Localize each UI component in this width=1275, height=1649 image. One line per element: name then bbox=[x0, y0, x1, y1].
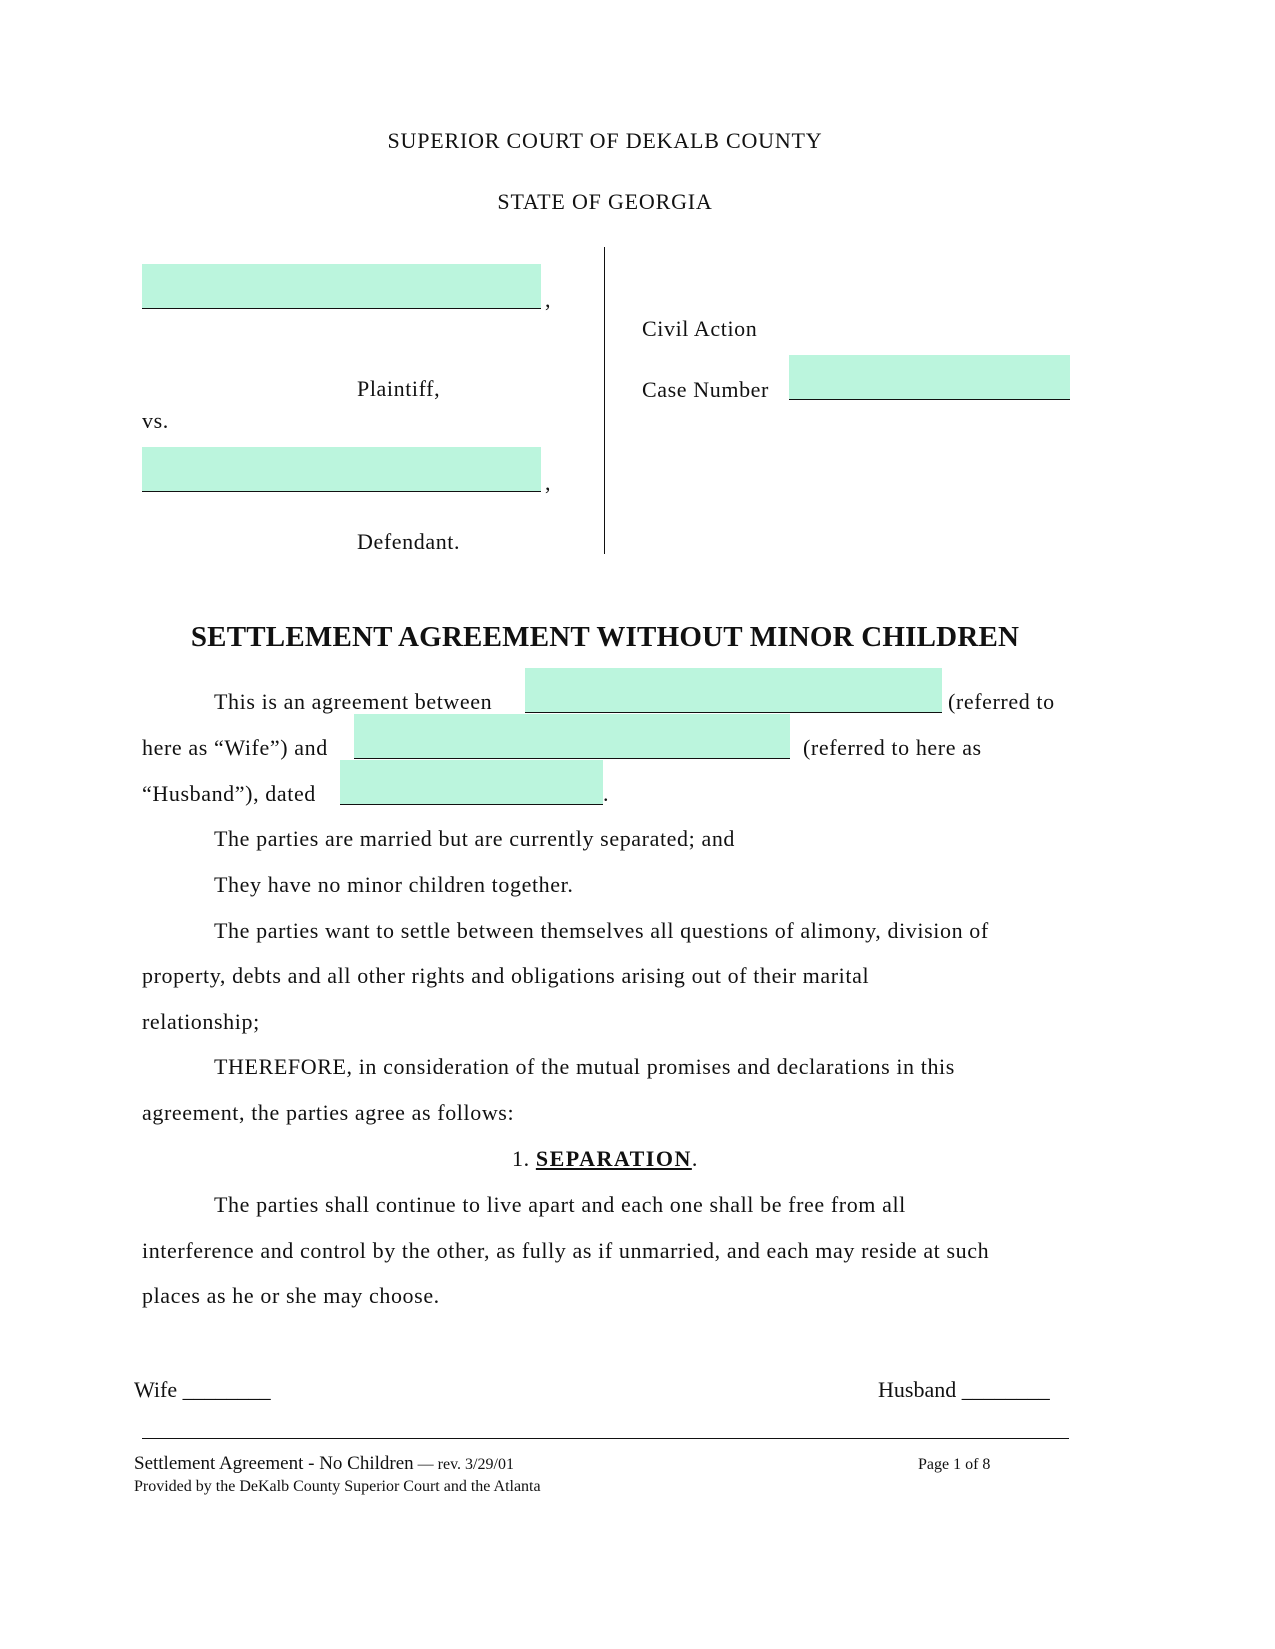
husband-initials-label: Husband bbox=[878, 1377, 957, 1402]
footer-page-number: Page 1 of 8 bbox=[918, 1456, 991, 1473]
intro-line1-suffix: (referred to bbox=[948, 689, 1055, 714]
footer-form-info bbox=[134, 1453, 514, 1475]
footer-form-name: Settlement Agreement - No Children bbox=[134, 1453, 414, 1474]
court-name: SUPERIOR COURT OF DEKALB COUNTY bbox=[387, 128, 823, 153]
section1-number: 1. bbox=[512, 1146, 530, 1171]
agreement-date-underline bbox=[340, 804, 603, 805]
civil-action-label: Civil Action bbox=[642, 316, 758, 341]
section1-line1: The parties shall continue to live apart and each one shall be free from all bbox=[214, 1192, 906, 1217]
caption-divider bbox=[604, 247, 605, 554]
section1-line3: places as he or she may choose. bbox=[142, 1283, 440, 1308]
recital-therefore-line2: agreement, the parties agree as follows: bbox=[142, 1100, 515, 1125]
case-number-field[interactable] bbox=[789, 355, 1070, 400]
section1-line2: interference and control by the other, as fully as if unmarried, and each may reside at such bbox=[142, 1238, 990, 1263]
plaintiff-name-field[interactable] bbox=[142, 264, 541, 309]
plaintiff-comma: , bbox=[545, 287, 552, 312]
wife-name-underline bbox=[525, 712, 942, 713]
footer-provided-by: Provided by the DeKalb County Superior Court and the Atlanta bbox=[134, 1478, 541, 1495]
plaintiff-label: Plaintiff, bbox=[357, 376, 441, 401]
footer-dash: — bbox=[417, 1456, 434, 1473]
defendant-comma: , bbox=[545, 470, 552, 495]
husband-name-field[interactable] bbox=[354, 714, 790, 759]
footer-divider bbox=[142, 1438, 1069, 1439]
document-title: SETTLEMENT AGREEMENT WITHOUT MINOR CHILDREN bbox=[190, 621, 1020, 653]
state-name: STATE OF GEORGIA bbox=[497, 189, 713, 214]
case-number-label: Case Number bbox=[642, 377, 769, 402]
recital-settle-line3: relationship; bbox=[142, 1009, 260, 1034]
intro-line3-prefix: “Husband”), dated bbox=[142, 781, 316, 806]
husband-initials bbox=[878, 1377, 1050, 1403]
wife-initials-label: Wife bbox=[134, 1377, 178, 1402]
defendant-name-field[interactable] bbox=[142, 447, 541, 492]
husband-name-underline bbox=[354, 758, 790, 759]
wife-name-field[interactable] bbox=[525, 668, 942, 713]
defendant-name-underline bbox=[142, 491, 541, 492]
section1-heading bbox=[0, 1146, 1210, 1172]
vs-label: vs. bbox=[142, 408, 169, 433]
recital-children: They have no minor children together. bbox=[214, 872, 574, 897]
section1-period: . bbox=[691, 1146, 698, 1171]
husband-initials-blank[interactable]: ________ bbox=[961, 1377, 1050, 1402]
defendant-label: Defendant. bbox=[357, 529, 461, 554]
intro-line2-suffix: (referred to here as bbox=[803, 735, 982, 760]
footer-revision: rev. 3/29/01 bbox=[437, 1456, 514, 1473]
wife-initials-blank[interactable]: ________ bbox=[182, 1377, 271, 1402]
case-number-underline bbox=[789, 399, 1070, 400]
wife-initials bbox=[134, 1377, 271, 1403]
intro-line3-suffix: . bbox=[603, 781, 610, 806]
intro-line1-prefix: This is an agreement between bbox=[214, 689, 493, 714]
plaintiff-name-underline bbox=[142, 308, 541, 309]
agreement-date-field[interactable] bbox=[340, 760, 603, 805]
recital-therefore-line1: THEREFORE, in consideration of the mutual promises and declarations in this bbox=[214, 1054, 955, 1079]
section1-title: SEPARATION bbox=[535, 1146, 692, 1171]
recital-married: The parties are married but are currently separated; and bbox=[214, 826, 736, 851]
intro-line2-prefix: here as “Wife”) and bbox=[142, 735, 328, 760]
recital-settle-line1: The parties want to settle between themselves all questions of alimony, division of bbox=[214, 918, 989, 943]
recital-settle-line2: property, debts and all other rights and obligations arising out of their marital bbox=[142, 963, 870, 988]
